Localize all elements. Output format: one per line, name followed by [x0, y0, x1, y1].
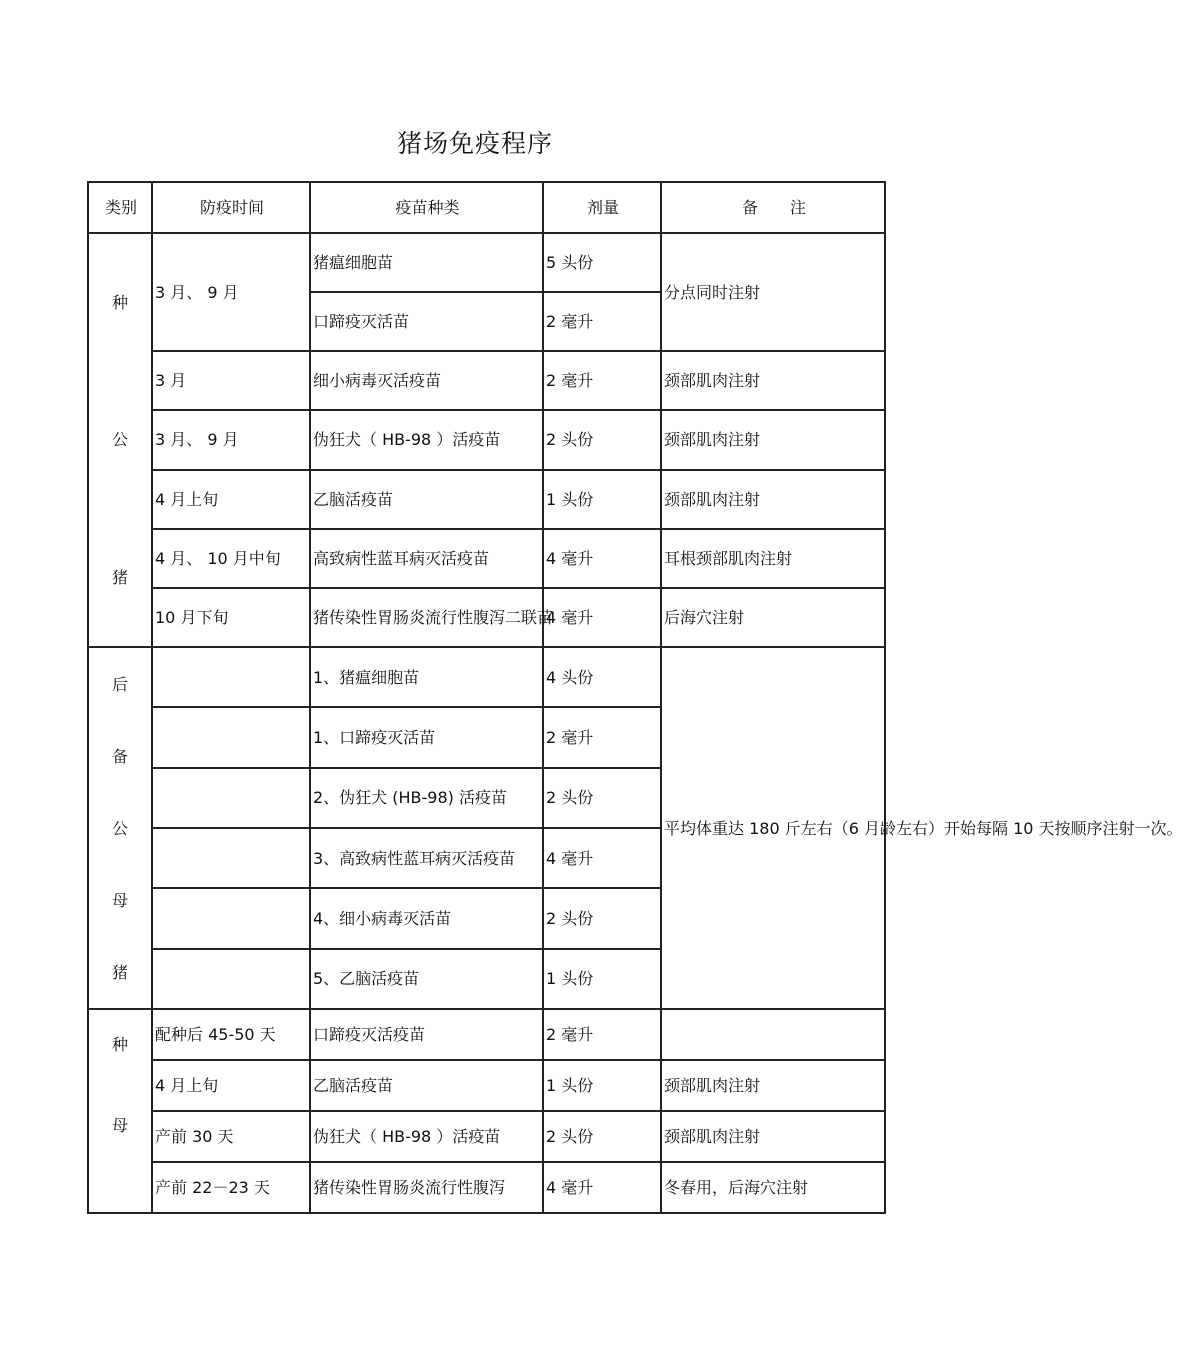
header-dose: 剂量: [543, 182, 661, 233]
cell-time: 3 月、 9 月: [152, 410, 310, 469]
table-row: [88, 470, 885, 529]
cell-vaccine: 猪传染性胃肠炎流行性腹泻二联苗: [310, 588, 543, 647]
table-row: [88, 1111, 885, 1162]
cell-vaccine: 猪瘟细胞苗: [310, 233, 543, 292]
cell-dose: 2 头份: [543, 1111, 661, 1162]
cell-time: [152, 949, 310, 1009]
cell-vaccine: 猪传染性胃肠炎流行性腹泻: [310, 1162, 543, 1213]
table-row: [88, 647, 885, 707]
cell-dose: 2 毫升: [543, 1009, 661, 1060]
page-title: 猪场免疫程序: [396, 129, 553, 158]
cell-dose: 4 毫升: [543, 1162, 661, 1213]
cell-dose: 4 毫升: [543, 588, 661, 647]
cell-note: 颈部肌肉注射: [661, 1111, 885, 1162]
category-char: 后: [111, 674, 128, 694]
cell-dose: 1 头份: [543, 470, 661, 529]
category-boar: [88, 233, 152, 647]
cell-time: [152, 828, 310, 888]
cell-vaccine: 高致病性蓝耳病灭活疫苗: [310, 529, 543, 588]
cell-dose: 2 毫升: [543, 351, 661, 410]
category-char: 母: [111, 1116, 128, 1135]
cell-note: 耳根颈部肌肉注射: [661, 529, 885, 588]
cell-dose: 2 头份: [543, 768, 661, 828]
cell-vaccine: 乙脑活疫苗: [310, 1060, 543, 1111]
header-vaccine: 疫苗种类: [310, 182, 543, 233]
cell-time: 产前 22－23 天: [152, 1162, 310, 1213]
table-row: [88, 351, 885, 410]
cell-dose: 2 毫升: [543, 707, 661, 767]
cell-time: 产前 30 天: [152, 1111, 310, 1162]
cell-dose: 2 头份: [543, 410, 661, 469]
category-char: 猪: [111, 962, 128, 982]
cell-vaccine: 伪狂犬（ HB-98 ）活疫苗: [310, 410, 543, 469]
cell-dose: 4 头份: [543, 647, 661, 707]
cell-note: 颈部肌肉注射: [661, 351, 885, 410]
cell-vaccine: 口蹄疫灭活苗: [310, 292, 543, 351]
cell-dose: 4 毫升: [543, 529, 661, 588]
cell-time: 3 月: [152, 351, 310, 410]
cell-time: [152, 768, 310, 828]
category-reserve: [88, 647, 152, 1009]
cell-note: 颈部肌肉注射: [661, 470, 885, 529]
cell-time: 4 月上旬: [152, 1060, 310, 1111]
category-char: 公: [111, 430, 128, 450]
header-note: 备 注: [661, 182, 885, 233]
cell-dose: 2 头份: [543, 888, 661, 948]
cell-vaccine: 1、猪瘟细胞苗: [310, 647, 543, 707]
cell-vaccine: 伪狂犬（ HB-98 ）活疫苗: [310, 1111, 543, 1162]
cell-dose: 1 头份: [543, 949, 661, 1009]
cell-vaccine: 细小病毒灭活疫苗: [310, 351, 543, 410]
cell-vaccine: 2、伪狂犬 (HB-98) 活疫苗: [310, 768, 543, 828]
table-row: [88, 588, 885, 647]
cell-time: 3 月、 9 月: [152, 233, 310, 351]
header-time: 防疫时间: [152, 182, 310, 233]
cell-vaccine: 口蹄疫灭活疫苗: [310, 1009, 543, 1060]
cell-time: 4 月、 10 月中旬: [152, 529, 310, 588]
category-char: 猪: [111, 567, 128, 587]
table-row: [88, 1060, 885, 1111]
category-char: 公: [111, 818, 128, 838]
immunization-table: [87, 181, 1183, 1214]
table-row: [88, 233, 885, 292]
cell-vaccine: 1、口蹄疫灭活苗: [310, 707, 543, 767]
table-header-row: [88, 182, 885, 233]
cell-dose: 1 头份: [543, 1060, 661, 1111]
cell-vaccine: 4、细小病毒灭活苗: [310, 888, 543, 948]
cell-note: [661, 1009, 885, 1060]
cell-time: 4 月上旬: [152, 470, 310, 529]
cell-vaccine: 乙脑活疫苗: [310, 470, 543, 529]
cell-note-reserve: 平均体重达 180 斤左右（6 月龄左右）开始每隔 10 天按顺序注射一次。: [661, 647, 885, 1009]
cell-time: [152, 647, 310, 707]
category-char: 种: [111, 293, 128, 313]
cell-note: 后海穴注射: [661, 588, 885, 647]
cell-vaccine: 5、乙脑活疫苗: [310, 949, 543, 1009]
cell-vaccine: 3、高致病性蓝耳病灭活疫苗: [310, 828, 543, 888]
category-char: 种: [111, 1035, 128, 1054]
header-category: 类别: [88, 182, 152, 233]
cell-note: 颈部肌肉注射: [661, 410, 885, 469]
cell-dose: 2 毫升: [543, 292, 661, 351]
cell-note: 分点同时注射: [661, 233, 885, 351]
table-row: [88, 410, 885, 469]
cell-note: 颈部肌肉注射: [661, 1060, 885, 1111]
category-sow: [88, 1009, 152, 1213]
table-row: [88, 1009, 885, 1060]
cell-dose: 4 毫升: [543, 828, 661, 888]
category-char: 备: [111, 746, 128, 766]
table-row: [88, 529, 885, 588]
cell-time: [152, 888, 310, 948]
cell-dose: 5 头份: [543, 233, 661, 292]
category-char: 母: [111, 890, 128, 910]
cell-note: 冬春用，后海穴注射: [661, 1162, 885, 1213]
cell-time: 10 月下旬: [152, 588, 310, 647]
table-row: [88, 1162, 885, 1213]
cell-time: [152, 707, 310, 767]
cell-time: 配种后 45-50 天: [152, 1009, 310, 1060]
